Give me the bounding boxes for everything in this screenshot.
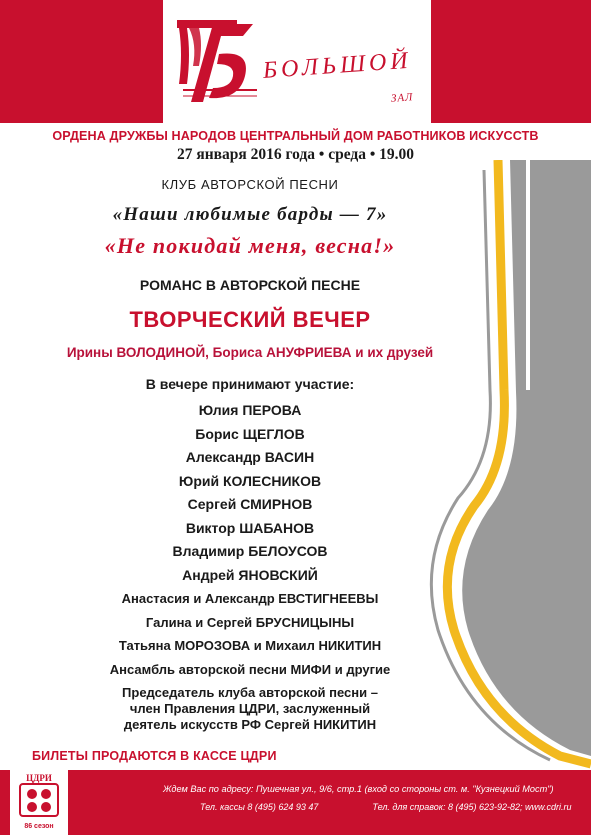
event-date: 27 января 2016 года • среда • 19.00 <box>176 146 415 163</box>
theater-curtain-icon <box>173 14 259 110</box>
participant: Владимир БЕЛОУСОВ <box>172 543 328 559</box>
participant: Татьяна МОРОЗОВА и Михаил НИКИТИН <box>118 638 382 653</box>
participant: Галина и Сергей БРУСНИЦЫНЫ <box>145 614 355 630</box>
participant: Юлия ПЕРОВА <box>198 402 302 418</box>
box-office-phone: Тел. кассы 8 (495) 624 93 47 <box>200 802 319 812</box>
organization-name: ОРДЕНА ДРУЖБЫ НАРОДОВ ЦЕНТРАЛЬНЫЙ ДОМ РАБОТНИКОВ ИСКУССТВ <box>52 129 539 143</box>
phone-numbers <box>200 802 572 812</box>
series-title: «Наши любимые барды — 7» <box>112 204 388 225</box>
chair-line: Председатель клуба авторской песни – <box>122 685 378 700</box>
participant: Андрей ЯНОВСКИЙ <box>182 566 318 583</box>
participants-heading: В вечере принимают участие: <box>145 376 355 392</box>
participant: Александр ВАСИН <box>185 449 315 465</box>
tickets-notice: БИЛЕТЫ ПРОДАЮТСЯ В КАССЕ ЦДРИ <box>32 749 277 763</box>
event-theme: РОМАНС В АВТОРСКОЙ ПЕСНЕ <box>139 277 361 293</box>
event-hosts: Ирины ВОЛОДИНОЙ, Бориса АНУФРИЕВА и их друзей <box>66 345 434 360</box>
participant: Борис ЩЕГЛОВ <box>195 425 305 442</box>
logo-subtitle: ЗАЛ <box>390 91 414 105</box>
cdri-label: ЦДРИ <box>26 773 52 783</box>
logo-word: БОЛЬШОЙ <box>262 47 413 84</box>
participant: Виктор ШАБАНОВ <box>185 519 315 536</box>
participant: Анастасия и Александр ЕВСТИГНЕЕВЫ <box>121 591 379 606</box>
club-name: КЛУБ АВТОРСКОЙ ПЕСНИ <box>161 177 339 192</box>
chair-line: деятель искусств РФ Сергей НИКИТИН <box>123 717 377 732</box>
club-chair-info <box>0 685 500 733</box>
chair-line: член Правления ЦДРИ, заслуженный <box>129 701 371 716</box>
participant: Сергей СМИРНОВ <box>187 496 313 512</box>
participants-list <box>0 399 500 681</box>
evening-title: ТВОРЧЕСКИЙ ВЕЧЕР <box>129 307 371 332</box>
season-label: 86 сезон <box>24 823 54 830</box>
participant: Ансамбль авторской песни МИФИ и другие <box>109 661 391 677</box>
participant: Юрий КОЛЕСНИКОВ <box>178 472 322 489</box>
bolshoy-zal-logo <box>163 0 431 123</box>
event-subtitle: «Не покидай меня, весна!» <box>104 233 396 258</box>
info-phone: Тел. для справок: 8 (495) 623-92-82; www.cdri.ru <box>372 802 572 812</box>
cdri-logo <box>10 770 68 835</box>
venue-address: Ждем Вас по адресу: Пушечная ул., 9/6, стр.1 (вход со стороны ст. м. "Кузнецкий Мост") <box>163 784 554 794</box>
